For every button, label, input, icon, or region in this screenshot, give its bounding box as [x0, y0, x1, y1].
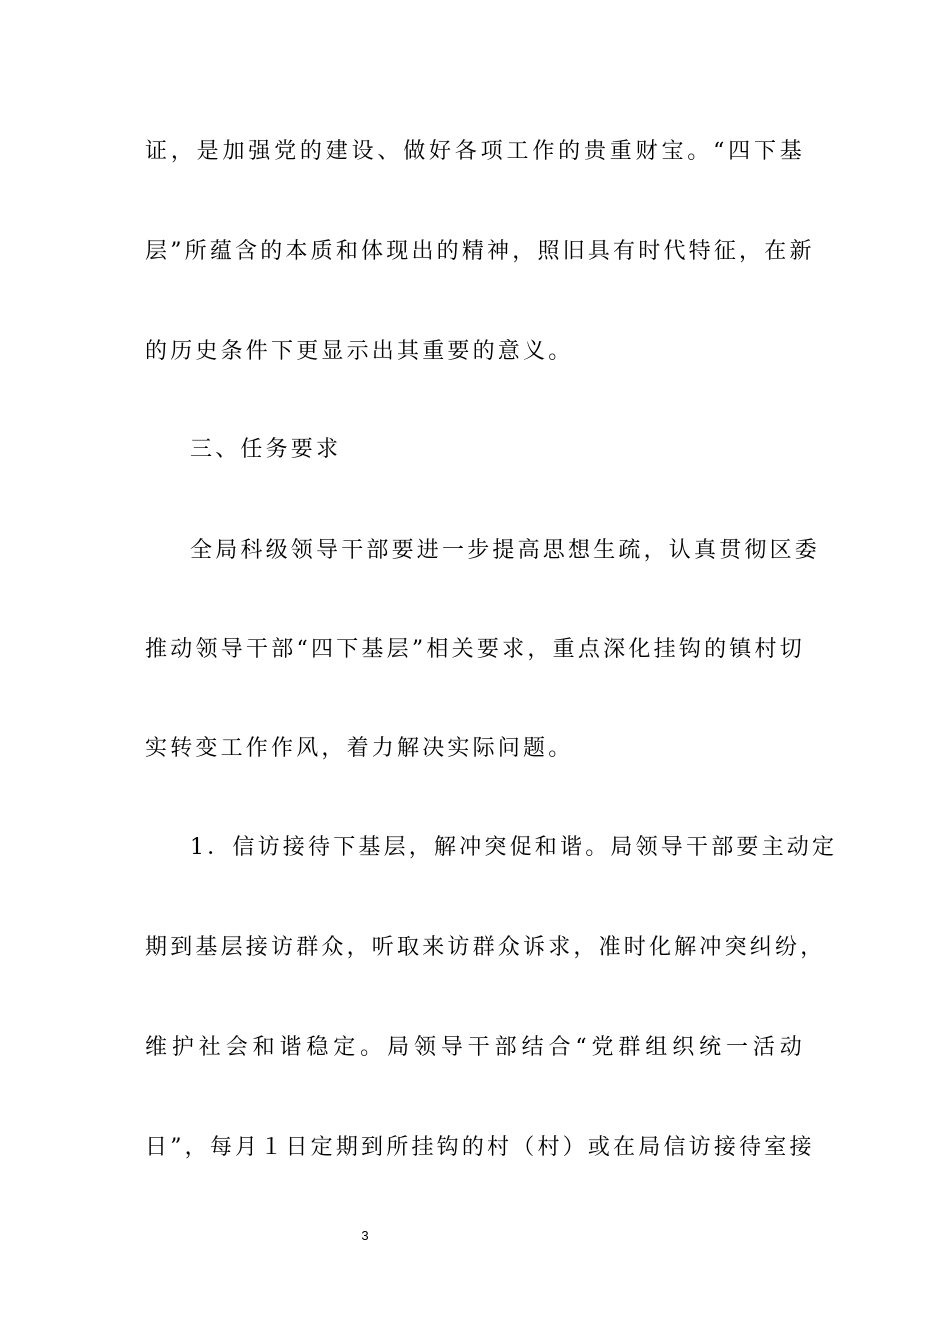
body-text-line: 实转变工作作风，着力解决实际问题。: [145, 736, 574, 761]
body-text-line: 全局科级领导干部要进一步提高思想生疏，认真贯彻区委: [190, 538, 821, 563]
body-text-line: 的历史条件下更显示出其重要的意义。: [145, 339, 574, 364]
body-text-line: 层”所蕴含的本质和体现出的精神，照旧具有时代特征，在新: [145, 239, 815, 264]
body-text-line: 维护社会和谐稳定。局领导干部结合“党群组织统一活动: [145, 1035, 805, 1060]
page-number: 3: [361, 1228, 369, 1243]
body-text-line: 证，是加强党的建设、做好各项工作的贵重财宝。“四下基: [145, 139, 805, 164]
section-heading: 三、任务要求: [190, 437, 342, 462]
body-text-line: 日”，每月１日定期到所挂钩的村（村）或在局信访接待室接: [145, 1135, 815, 1160]
body-text-line: 推动领导干部“四下基层”相关要求，重点深化挂钩的镇村切: [145, 637, 805, 662]
numbered-item-line: 1．信访接待下基层，解冲突促和谐。局领导干部要主动定: [190, 835, 838, 860]
body-text-line: 期到基层接访群众，听取来访群众诉求，准时化解冲突纠纷，: [145, 935, 826, 960]
